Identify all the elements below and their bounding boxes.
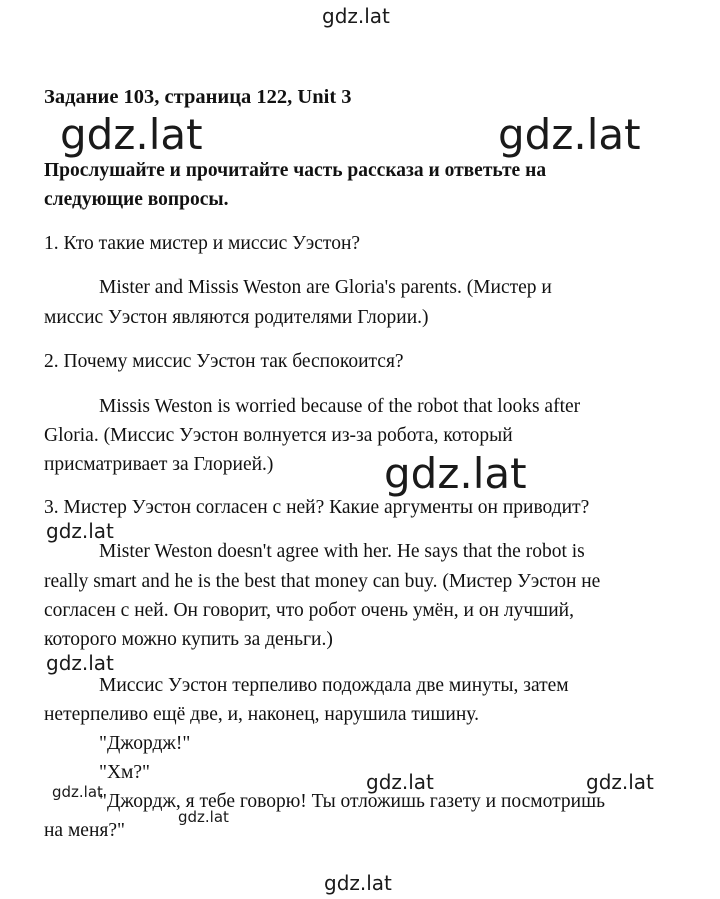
watermark-left-2: gdz.lat [46, 651, 114, 675]
answer-1-line-1: Mister and Missis Weston are Gloria's parents. (Мистер и [99, 277, 552, 298]
page-title: Задание 103, страница 122, Unit 3 [44, 86, 352, 108]
watermark-small: gdz.lat [178, 808, 229, 826]
instruction-line-2: следующие вопросы. [44, 189, 229, 210]
answer-3-line-2: really smart and he is the best that money can buy. (Мистер Уэстон не [44, 571, 601, 592]
story-line-2: нетерпеливо ещё две, и, наконец, нарушила тишину. [44, 704, 479, 725]
story-line-1: Миссис Уэстон терпеливо подождала две минуты, затем [99, 675, 569, 696]
watermark-left-3: gdz.lat [52, 783, 103, 801]
watermark-top: gdz.lat [322, 4, 390, 28]
answer-2-line-2: Gloria. (Миссис Уэстон волнуется из-за робота, который [44, 425, 513, 446]
story-line-6: на меня?" [44, 820, 125, 841]
answer-1-line-2: миссис Уэстон являются родителями Глории.) [44, 307, 429, 328]
watermark-large-right: gdz.lat [498, 110, 641, 159]
question-3: 3. Мистер Уэстон согласен с ней? Какие аргументы он приводит? [44, 497, 590, 518]
watermark-left-1: gdz.lat [46, 519, 114, 543]
story-line-4: "Хм?" [99, 762, 150, 783]
question-2: 2. Почему миссис Уэстон так беспокоится? [44, 351, 404, 372]
watermark-bottom: gdz.lat [324, 871, 392, 895]
answer-3-line-4: которого можно купить за деньги.) [44, 629, 333, 650]
watermark-large-left: gdz.lat [60, 110, 203, 159]
answer-2-line-1: Missis Weston is worried because of the robot that looks after [99, 396, 581, 417]
watermark-mid: gdz.lat [366, 770, 434, 794]
watermark-large-center: gdz.lat [384, 449, 527, 498]
story-line-5: "Джордж, я тебе говорю! Ты отложишь газету и посмотришь [99, 791, 605, 812]
watermark-right: gdz.lat [586, 770, 654, 794]
answer-2-line-3: присматривает за Глорией.) [44, 454, 274, 475]
answer-3-line-1: Mister Weston doesn't agree with her. He says that the robot is [99, 541, 585, 562]
question-1: 1. Кто такие мистер и миссис Уэстон? [44, 233, 361, 254]
instruction-line-1: Прослушайте и прочитайте часть рассказа и ответьте на [44, 160, 547, 181]
answer-3-line-3: согласен с ней. Он говорит, что робот очень умён, и он лучший, [44, 600, 574, 621]
story-line-3: "Джордж!" [99, 733, 191, 754]
